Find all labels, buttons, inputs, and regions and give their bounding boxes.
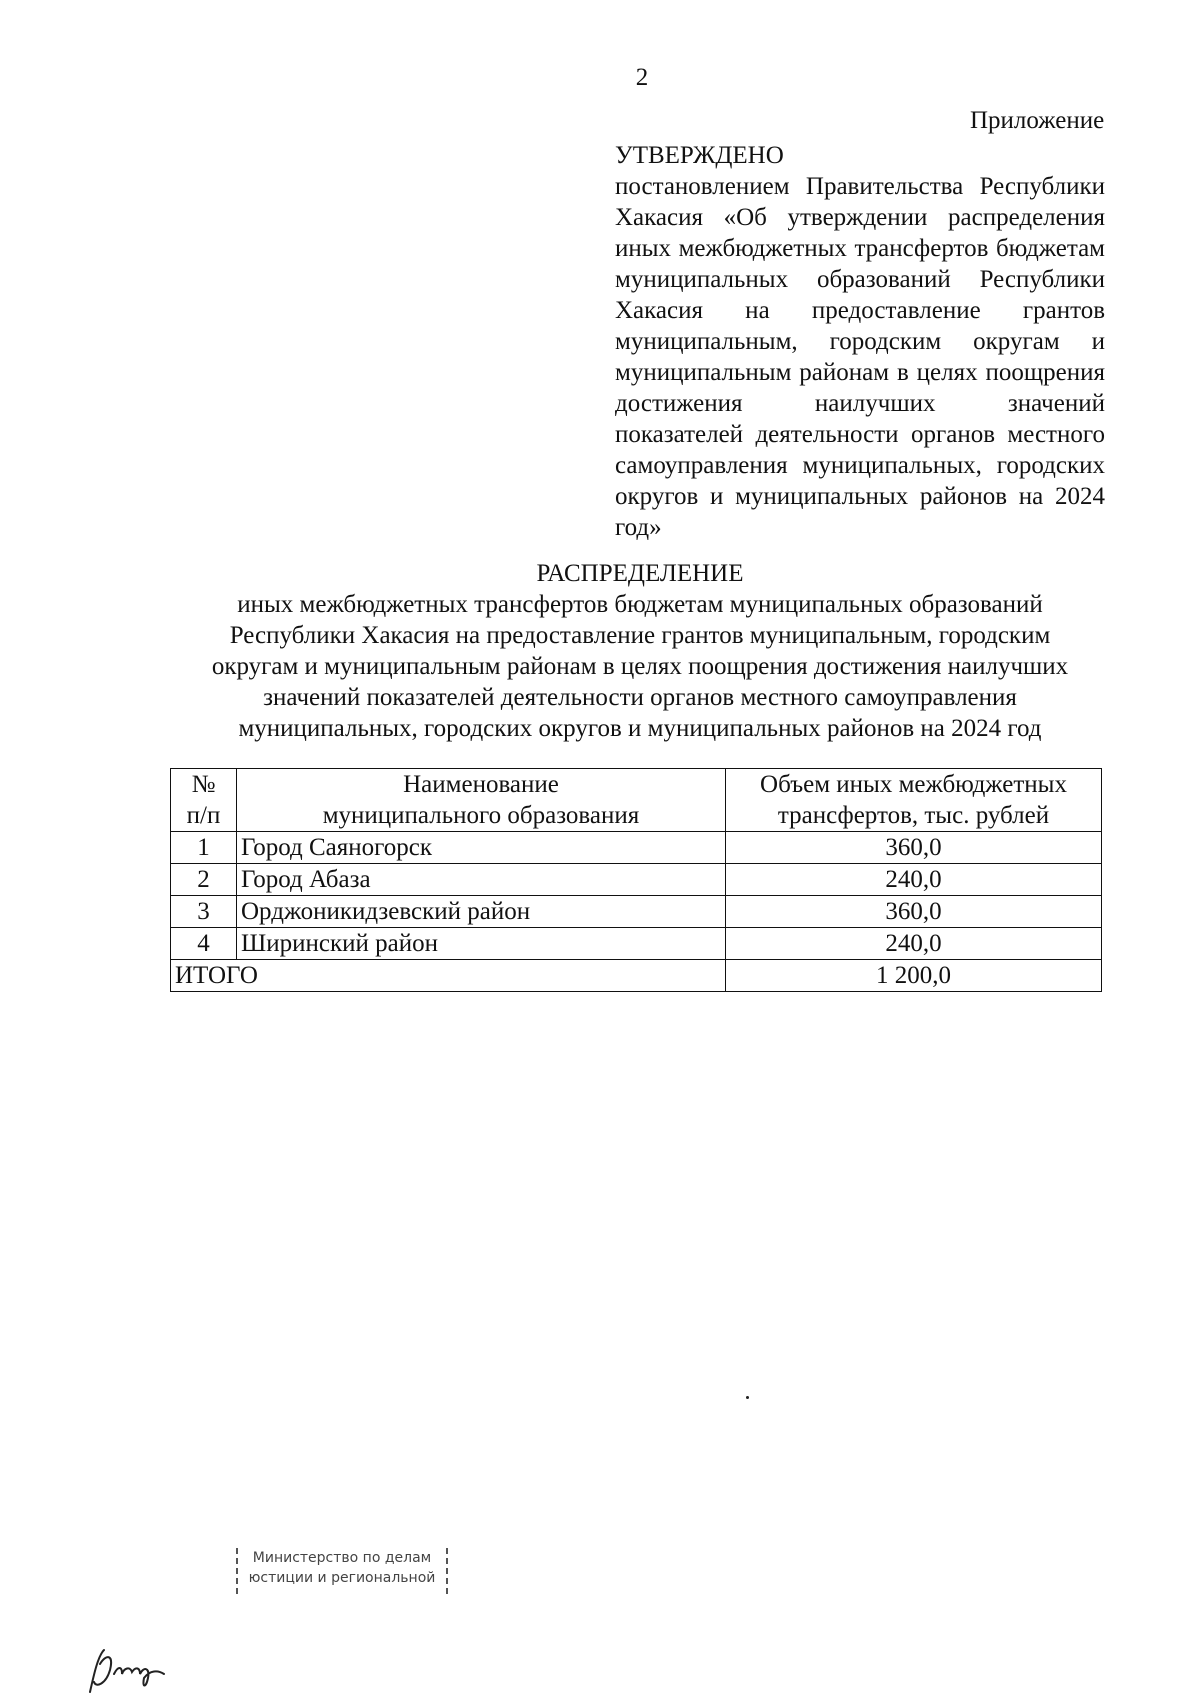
row-number: 2 [171, 864, 237, 896]
table-row [171, 832, 1102, 864]
page-number: 2 [635, 64, 649, 91]
header-name-line1: Наименование [403, 771, 559, 798]
row-value: 360,0 [726, 832, 1102, 864]
approval-block [615, 140, 1105, 543]
stamp-line1: Министерство по делам [252, 1550, 432, 1566]
table-row [171, 896, 1102, 928]
header-number-line2: п/п [186, 802, 221, 829]
ministry-stamp [236, 1548, 448, 1594]
appendix-label: Приложение [970, 107, 1105, 134]
row-number: 1 [171, 832, 237, 864]
approval-text: постановлением Правительства Республики Хакасия «Об утверждении распределения иных межбюджетных трансфертов бюджетам муниципальных образований Республики Хакасия на предоставление грантов муниципальным, городским округам и муниципальным районам в целях поощрения достижения наилучших значений показателей деятельности органов местного самоуправления муниципальных, городских округов и муниципальных районов на 2024 год» [615, 173, 1105, 541]
row-value: 240,0 [726, 928, 1102, 960]
distribution-title-line: значений показателей деятельности органов местного самоуправления [263, 684, 1017, 711]
stamp-line2: юстиции и региональной [248, 1570, 436, 1586]
row-value: 360,0 [726, 896, 1102, 928]
table-row [171, 864, 1102, 896]
approval-title: УТВЕРЖДЕНО [615, 142, 784, 169]
header-number [171, 769, 237, 832]
distribution-title-block [170, 558, 1110, 744]
row-name: Ширинский район [237, 928, 726, 960]
total-value: 1 200,0 [726, 960, 1102, 992]
header-name-line2: муниципального образования [322, 802, 640, 829]
distribution-title-line: округам и муниципальным районам в целях поощрения достижения наилучших [211, 653, 1069, 680]
row-value: 240,0 [726, 864, 1102, 896]
table-total-row [171, 960, 1102, 992]
distribution-title-line: муниципальных, городских округов и муниципальных районов на 2024 год [238, 715, 1042, 742]
handwritten-signature [84, 1644, 194, 1698]
row-number: 3 [171, 896, 237, 928]
header-value-line1: Объем иных межбюджетных [760, 771, 1067, 798]
table-row [171, 928, 1102, 960]
row-number: 4 [171, 928, 237, 960]
header-value [726, 769, 1102, 832]
distribution-heading: РАСПРЕДЕЛЕНИЕ [536, 560, 744, 587]
total-label: ИТОГО [171, 960, 726, 992]
header-value-line2: трансфертов, тыс. рублей [777, 802, 1050, 829]
header-number-line1: № [191, 771, 216, 798]
table-header-row [171, 769, 1102, 832]
stray-dot [746, 1396, 749, 1399]
distribution-title-line: Республики Хакасия на предоставление грантов муниципальным, городским [229, 622, 1051, 649]
distribution-table [170, 768, 1102, 992]
row-name: Орджоникидзевский район [237, 896, 726, 928]
header-name [237, 769, 726, 832]
row-name: Город Саяногорск [237, 832, 726, 864]
row-name: Город Абаза [237, 864, 726, 896]
distribution-title-line: иных межбюджетных трансфертов бюджетам муниципальных образований [237, 591, 1043, 618]
